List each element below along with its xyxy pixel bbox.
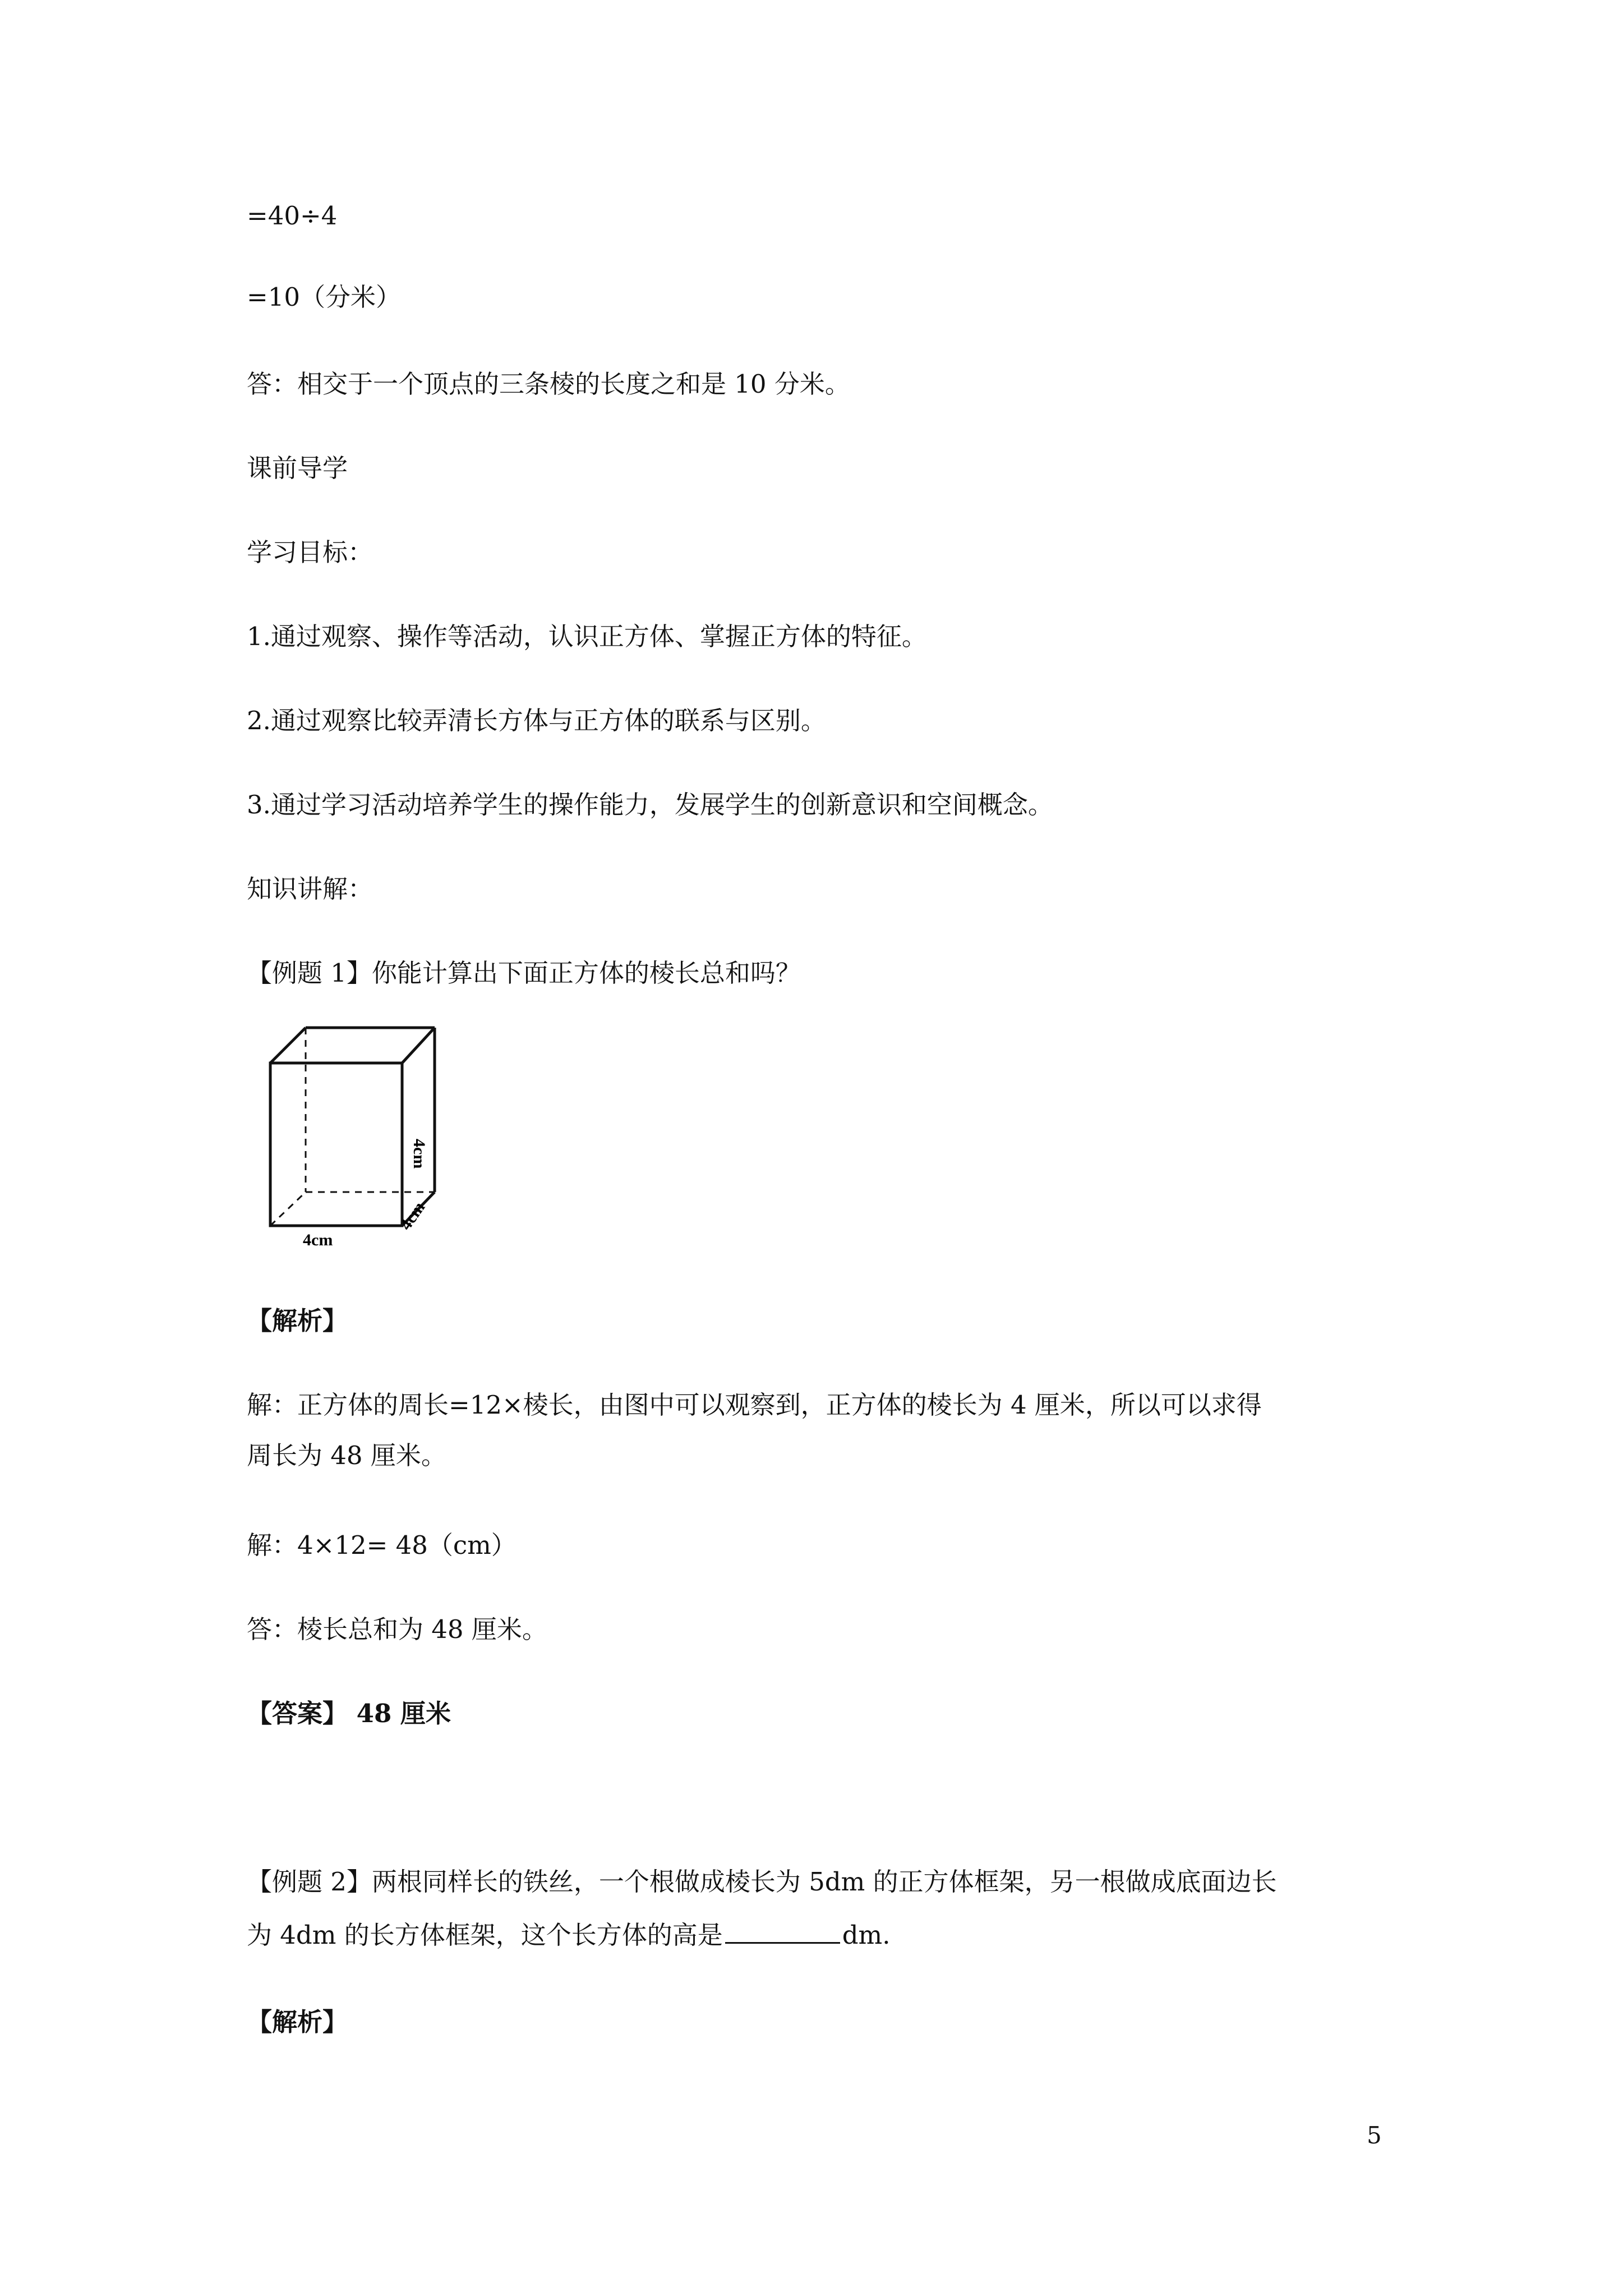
knowledge-heading: 知识讲解：	[247, 874, 374, 904]
example-2-question-line-2	[247, 1918, 891, 1952]
analysis-heading-1: 【解析】	[247, 1306, 348, 1336]
goal-2: 2.通过观察比较弄清长方体与正方体的联系与区别。	[247, 706, 826, 735]
goal-3: 3.通过学习活动培养学生的操作能力，发展学生的创新意识和空间概念。	[247, 790, 1053, 820]
cube-depth-label: 4cm	[396, 1198, 429, 1234]
example-1-question: 【例题 1】你能计算出下面正方体的棱长总和吗？	[247, 958, 801, 988]
question-text: 为 4dm 的长方体框架，这个长方体的高是	[247, 1920, 723, 1950]
cube-bottom-label: 4cm	[303, 1231, 333, 1249]
solution-text-1: 解：正方体的周长=12×棱长，由图中可以观察到，正方体的棱长为 4 厘米，所以可以求得	[247, 1390, 1262, 1420]
solution-text-2: 周长为 48 厘米。	[247, 1441, 446, 1470]
learning-goals-heading: 学习目标：	[247, 537, 374, 567]
equation-line-2: =10（分米）	[247, 282, 401, 312]
example-2-question-line-1: 【例题 2】两根同样长的铁丝，一个根做成棱长为 5dm 的正方体框架，另一根做成底面边长	[247, 1867, 1277, 1897]
cube-figure	[264, 1021, 465, 1257]
answer-line-example-1	[247, 1697, 451, 1731]
unit-text: dm.	[842, 1920, 891, 1950]
answer-statement: 答：棱长总和为 48 厘米。	[247, 1614, 547, 1644]
analysis-heading-2: 【解析】	[247, 2007, 348, 2037]
calculation-line: 解：4×12= 48（cm）	[247, 1530, 517, 1560]
section-heading-preview: 课前导学	[247, 453, 348, 483]
equation-line-1: =40÷4	[247, 201, 338, 231]
answer-blank	[725, 1920, 840, 1944]
page-number: 5	[1367, 2122, 1382, 2149]
answer-text: 【答案】 48 厘米	[247, 1699, 451, 1728]
answer-line: 答：相交于一个顶点的三条棱的长度之和是 10 分米。	[247, 369, 850, 399]
cube-height-label: 4cm	[410, 1139, 428, 1169]
goal-1: 1.通过观察、操作等活动，认识正方体、掌握正方体的特征。	[247, 622, 927, 651]
